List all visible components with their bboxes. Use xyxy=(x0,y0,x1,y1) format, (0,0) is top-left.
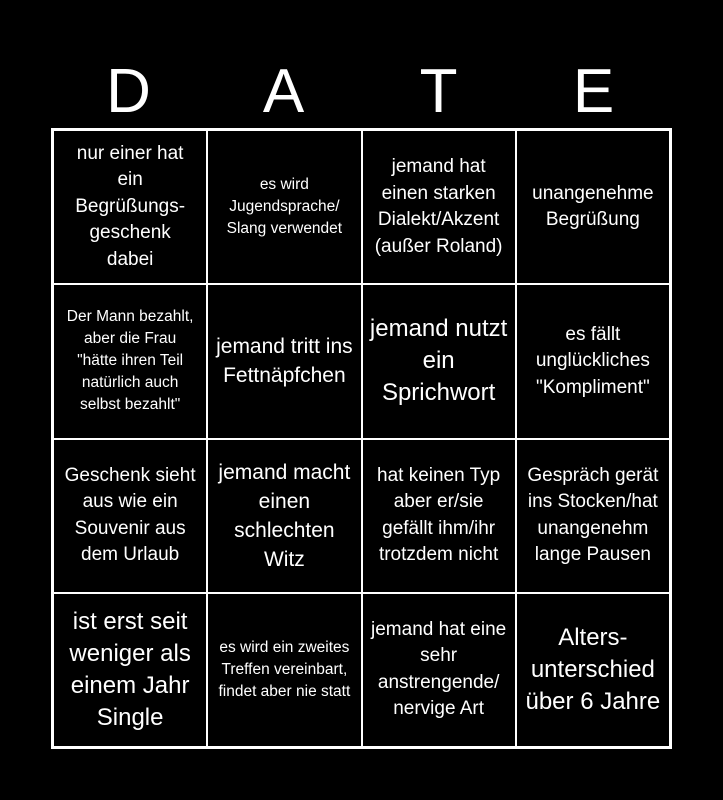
bingo-cell[interactable] xyxy=(207,593,361,747)
bingo-cell-text: hat keinen Typ aber er/sie gefällt ihm/ihr trotzdem nicht xyxy=(377,464,501,566)
bingo-cell-text: Der Mann bezahlt, aber die Frau "hätte ihren Teil natürlich auch selbst bezahlt" xyxy=(66,308,194,414)
bingo-cell[interactable] xyxy=(53,284,207,438)
bingo-cell[interactable] xyxy=(516,130,670,284)
title-letter-e: E xyxy=(572,57,615,126)
bingo-cell[interactable] xyxy=(362,284,516,438)
bingo-cell[interactable] xyxy=(207,130,361,284)
bingo-cell[interactable] xyxy=(362,439,516,593)
bingo-cell-text: es wird ein zweites Treffen vereinbart, findet aber nie statt xyxy=(218,638,351,700)
bingo-cell[interactable] xyxy=(53,439,207,593)
bingo-cell-text: jemand hat eine sehr anstrengende/ nervige Art xyxy=(371,618,507,720)
bingo-cell[interactable] xyxy=(207,284,361,438)
bingo-cell[interactable] xyxy=(207,439,361,593)
bingo-cell-text: unangenehme Begrüßung xyxy=(532,182,654,231)
title-letter-d: D xyxy=(106,57,151,126)
title-letter-a: A xyxy=(262,57,305,126)
bingo-cell[interactable] xyxy=(53,130,207,284)
bingo-cell-text: nur einer hat ein Begrüßungs-geschenk dabei xyxy=(75,142,186,270)
bingo-cell[interactable] xyxy=(516,284,670,438)
bingo-cell-text: ist erst seit weniger als einem Jahr Single xyxy=(69,607,191,731)
bingo-cell-text: jemand tritt ins Fettnäpfchen xyxy=(216,335,353,388)
title-letter-t: T xyxy=(419,57,458,126)
bingo-cell[interactable] xyxy=(362,593,516,747)
bingo-cell-text: jemand hat einen starken Dialekt/Akzent (außer Roland) xyxy=(374,156,503,257)
bingo-cell-text: Alters-unterschied über 6 Jahre xyxy=(525,623,661,715)
bingo-cell-text: Geschenk sieht aus wie ein Souvenir aus dem Urlaub xyxy=(64,464,196,566)
bingo-cell[interactable] xyxy=(362,130,516,284)
bingo-cell[interactable] xyxy=(516,593,670,747)
bingo-cell-text: es wird Jugendsprache/ Slang verwendet xyxy=(226,176,343,238)
bingo-title xyxy=(51,56,671,128)
bingo-cell-text: jemand macht einen schlechten Witz xyxy=(218,460,351,571)
bingo-cell[interactable] xyxy=(53,593,207,747)
bingo-cell[interactable] xyxy=(516,439,670,593)
bingo-board xyxy=(51,128,672,749)
bingo-cell-text: es fällt unglückliches "Kompliment" xyxy=(535,323,650,398)
bingo-cell-text: Gespräch gerät ins Stocken/hat unangenehm lange Pausen xyxy=(527,464,659,566)
bingo-cell-text: jemand nutzt ein Sprichwort xyxy=(369,315,508,407)
